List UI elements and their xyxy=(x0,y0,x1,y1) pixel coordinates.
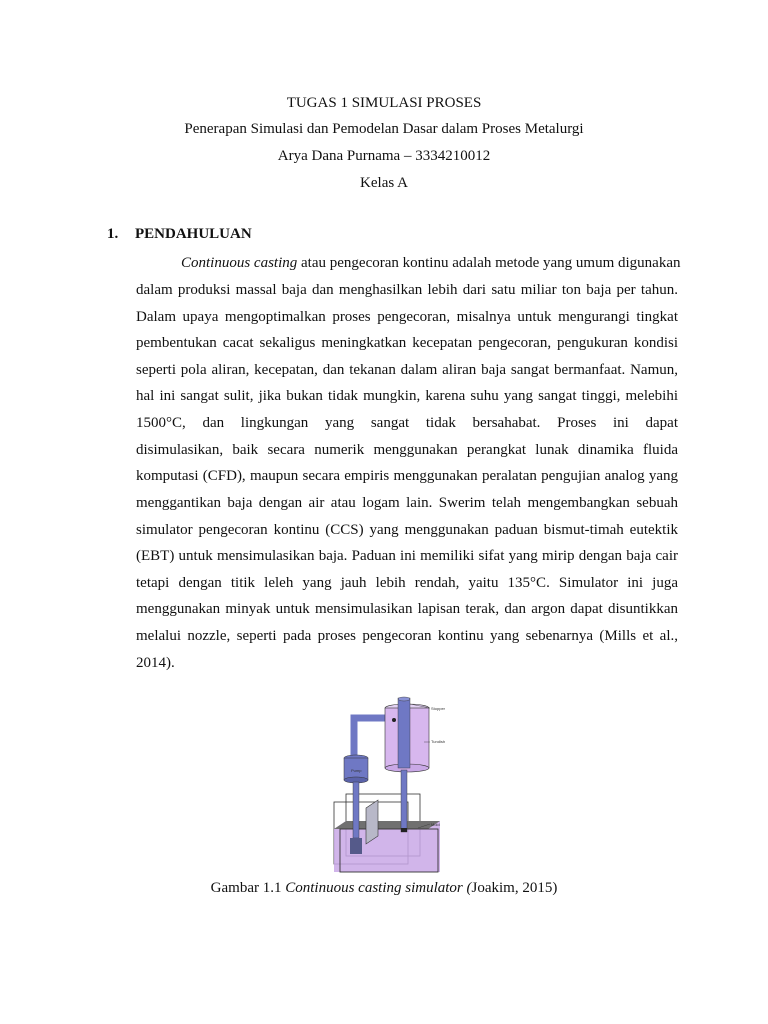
document-title: TUGAS 1 SIMULASI PROSES xyxy=(286,95,482,111)
paragraph-line: pembentukan cacat sekaligus meningkatkan kecepatan pengecoran, pengukuran kondisi xyxy=(136,335,678,351)
stopper-cap xyxy=(398,697,410,701)
section-heading xyxy=(107,226,252,243)
caption-italic: Continuous casting simulator ( xyxy=(285,880,472,896)
document-subtitle: Penerapan Simulasi dan Pemodelan Dasar dalam Proses Metalurgi xyxy=(184,121,584,137)
paragraph-line: melalui nozzle, seperti pada proses pengecoran kontinu yang sebenarnya (Mills et al., xyxy=(136,628,678,644)
tundish-label: Tundish xyxy=(431,739,446,744)
submerged-nozzle xyxy=(401,770,407,832)
inlet-port xyxy=(392,718,396,722)
caption-suffix: Joakim, 2015) xyxy=(471,880,558,896)
paragraph-line xyxy=(181,253,681,273)
paragraph-line-text: atau pengecoran kontinu adalah metode yang umum digunakan xyxy=(297,255,681,271)
nozzle-outlet xyxy=(401,828,407,832)
paragraph-line: menggantikan baja dengan air atau logam lain. Swerim telah mengembangkan sebuah xyxy=(136,495,678,511)
stopper-rod xyxy=(398,698,410,768)
paragraph-line: disimulasikan, baik secara numerik menggunakan perangkat lunak dinamika fluida xyxy=(136,442,678,458)
paragraph-line: Dalam upaya mengoptimalkan proses pengecoran, misalnya untuk mengurangi tingkat xyxy=(136,309,678,325)
paragraph-line: simulator pengecoran kontinu (CCS) yang menggunakan paduan bismut-timah eutektik xyxy=(136,522,678,538)
figure-caption xyxy=(0,880,768,897)
divider-panel xyxy=(366,800,378,844)
pump-label: Pump xyxy=(351,768,362,773)
paragraph-line: seperti pola aliran, kecepatan, dan tekanan dalam aliran baja sangat bermanfaat. Namun, xyxy=(136,362,678,378)
paragraph-line: menggunakan minyak untuk mensimulasikan lapisan terak, dan argon dapat disuntikkan xyxy=(136,601,678,617)
section-number: 1. xyxy=(107,226,119,242)
italic-term: Continuous casting xyxy=(181,255,298,271)
paragraph-line: (EBT) untuk mensimulasikan baja. Paduan ini memiliki sifat yang mirip dengan baja cair xyxy=(136,548,678,564)
suction-inlet xyxy=(350,838,362,854)
paragraph-line: tetapi dengan titik leleh yang jauh lebih rendah, yaitu 135°C. Simulator ini juga xyxy=(136,575,678,591)
section-title: PENDAHULUAN xyxy=(135,226,252,242)
class-line: Kelas A xyxy=(360,175,408,191)
caption-prefix: Gambar 1.1 xyxy=(210,880,286,896)
stopper-label: Stopper xyxy=(431,706,446,711)
mold-label: Mold xyxy=(431,822,440,827)
author-line: Arya Dana Purnama – 3334210012 xyxy=(277,148,491,164)
mold-shelf xyxy=(334,821,440,829)
paragraph-line: dalam produksi massal baja dan menghasilkan lebih dari satu miliar ton baja per tahun. xyxy=(136,282,678,298)
simulator-diagram xyxy=(330,696,450,876)
suction-pipe xyxy=(353,782,359,838)
figure-continuous-casting-simulator xyxy=(330,696,450,876)
paragraph-line: komputasi (CFD), maupun secara empiris menggunakan peralatan pengujian analog yang xyxy=(136,468,678,484)
paragraph-line: 2014). xyxy=(136,655,175,671)
paragraph-line: 1500°C, dan lingkungan yang sangat tidak bersahabat. Proses ini dapat xyxy=(136,415,678,431)
paragraph-line: hal ini sangat sulit, jika bukan tidak mungkin, karena suhu yang sangat tinggi, melebihi xyxy=(136,388,678,404)
